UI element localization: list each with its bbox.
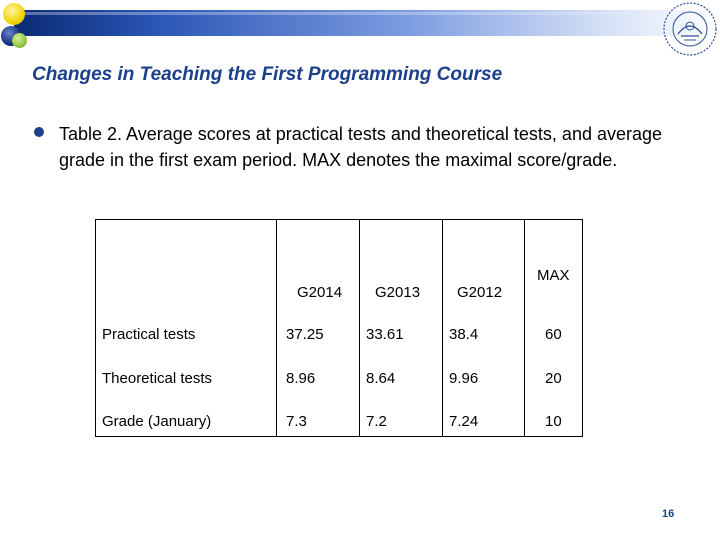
column-divider [359,220,360,436]
slide-title: Changes in Teaching the First Programming Course [32,64,503,85]
column-divider [524,220,525,436]
table-cell: 20 [545,370,562,387]
table-row-label: Grade (January) [102,413,212,430]
table-header-g2012: G2012 [457,284,503,301]
table-cell: 10 [545,413,562,430]
table-cell: 8.96 [286,370,316,387]
page-number: 16 [662,508,675,520]
university-seal-logo [654,0,720,58]
table-cell: 9.96 [449,370,479,387]
green-circle-icon [12,33,27,48]
table-header-g2014: G2014 [297,284,343,301]
column-divider [442,220,443,436]
header-bar-highlight [14,12,664,15]
table-cell: 37.25 [286,326,324,343]
table-cell: 33.61 [366,326,404,343]
table-cell: 7.2 [366,413,387,430]
bullet-item [34,121,674,173]
column-divider [276,220,277,436]
table-cell: 7.3 [286,413,307,430]
table-header-g2013: G2013 [375,284,421,301]
table-row-label: Theoretical tests [102,370,213,387]
table-cell: 8.64 [366,370,396,387]
results-table [95,219,583,437]
bullet-text: Table 2. Average scores at practical tests and theoretical tests, and average grade in the first exam period. MAX denotes the maximal score/grade. [59,124,663,170]
table-header-max: MAX [537,267,570,284]
table-cell: 38.4 [449,326,479,343]
table-cell: 60 [545,326,562,343]
bullet-marker-icon [34,127,44,137]
yellow-circle-icon [3,3,25,25]
table-row-label: Practical tests [102,326,196,343]
table-cell: 7.24 [449,413,479,430]
